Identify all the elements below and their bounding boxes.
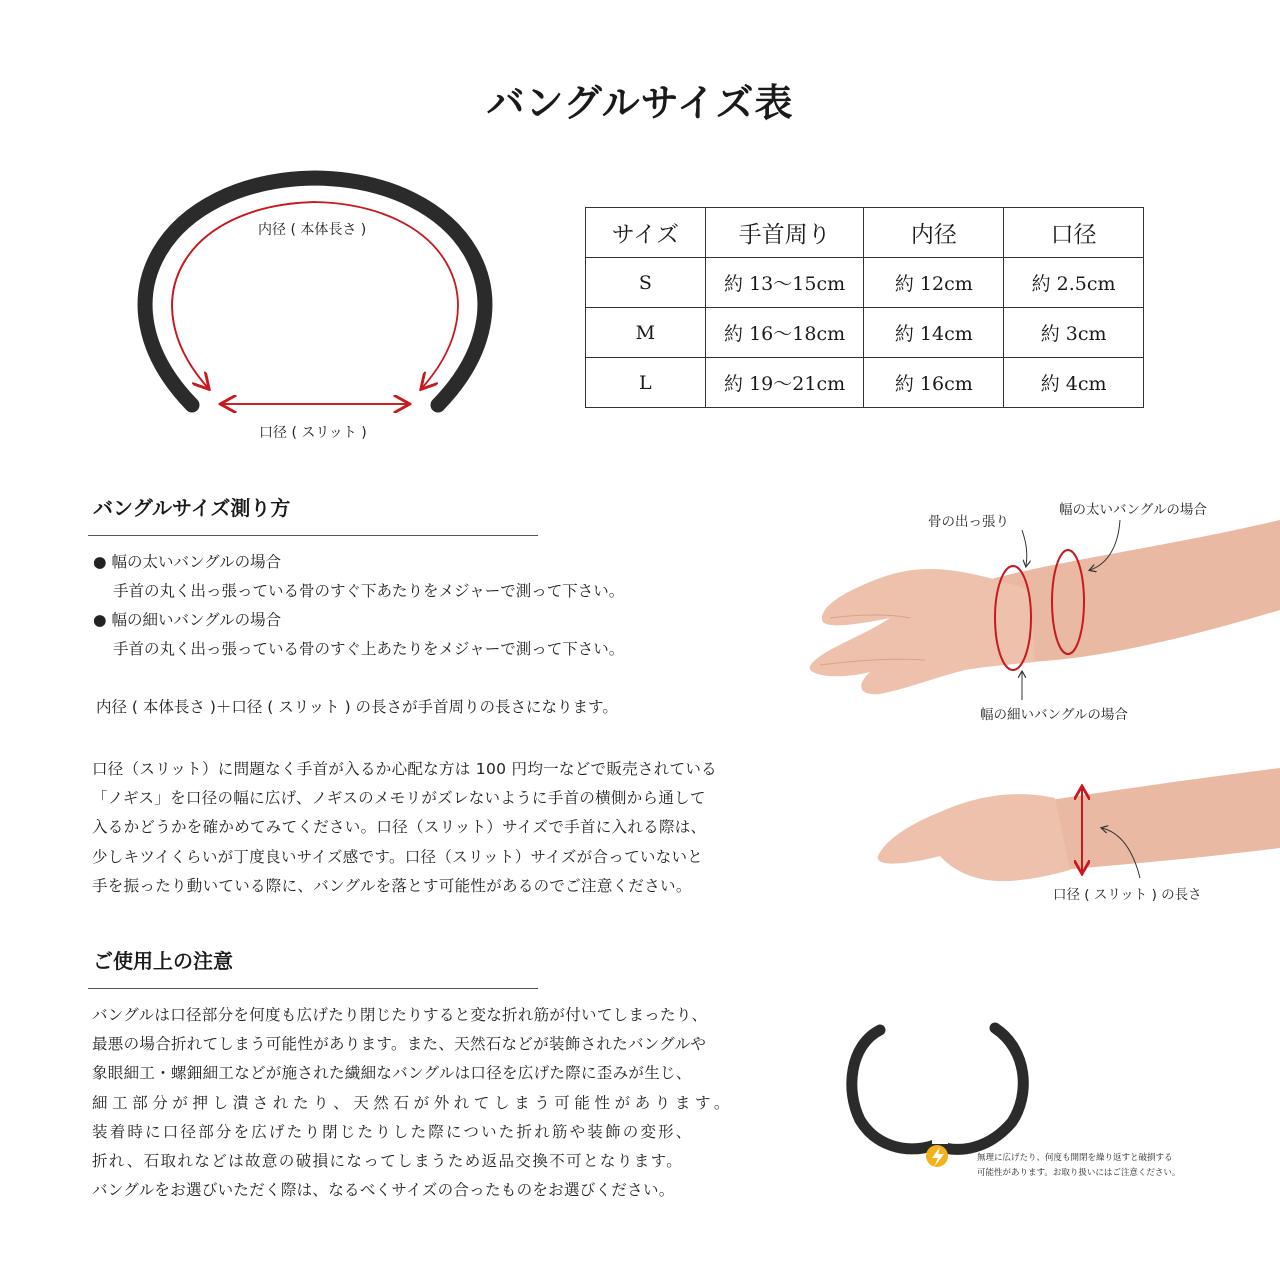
paragraph-line: バングルは口径部分を何度も広げたり閉じたりすると変な折れ筋が付いてしまったり、 [92, 1006, 708, 1024]
paragraph-line: 最悪の場合折れてしまう可能性があります。また、天然石などが装飾されたバングルや [92, 1035, 707, 1054]
hand-shape [878, 794, 1070, 881]
paragraph-line: 装着時に口径部分を広げたり閉じたりした際についた折れ筋や装飾の変形、 [92, 1122, 694, 1141]
paragraph-line: 「ノギス」を口径の幅に広げ、ノギスのメモリがズレないように手首の横側から通して [92, 789, 706, 808]
wrist-figure-wide-narrow [800, 490, 1280, 730]
table-header-row [586, 208, 1144, 258]
size-table [585, 207, 1144, 408]
paragraph-line: 口径（スリット）に問題なく手首が入るか心配な方は 100 円均一などで販売されている [92, 760, 717, 778]
cell-inner: 約 14cm [864, 308, 1004, 358]
cell-size: S [586, 258, 706, 308]
header-opening: 口径 [1004, 208, 1144, 258]
caution-divider [88, 988, 538, 989]
opening-label: 口径 ( スリット ) [259, 425, 367, 441]
paragraph-line: 入るかどうかを確かめてみてください。口径（スリット）サイズで手首に入れる際は、 [92, 818, 707, 837]
paragraph-line: 細工部分が押し潰されたり、天然石が外れてしまう可能性があります。 [92, 1093, 734, 1112]
note-line: 無理に広げたり、何度も開閉を繰り返すと破損する [977, 1153, 1173, 1163]
cell-opening: 約 3cm [1004, 308, 1144, 358]
table-row [586, 258, 1144, 308]
note-line: 可能性があります。お取り扱いにはご注意ください。 [977, 1168, 1181, 1178]
slit-length-label: 口径 ( スリット ) の長さ [1053, 887, 1202, 903]
table-row [586, 308, 1144, 358]
arm-shape [1050, 768, 1280, 870]
paragraph-line: 象眼細工・螺鈿細工などが施された繊細なバングルは口径を広げた際に歪みが生じ、 [92, 1064, 692, 1083]
bangle-diagram [120, 160, 520, 460]
cell-size: L [586, 358, 706, 408]
paragraph-line: バングルをお選びいただく際は、なるべくサイズの合ったものをお選びください。 [92, 1181, 675, 1200]
wide-bangle-text: 手首の丸く出っ張っている骨のすぐ下あたりをメジャーで測って下さい。 [113, 582, 625, 600]
lightning-icon [926, 1145, 948, 1167]
paragraph-line: 少しキツイくらいが丁度良いサイズ感です。口径（スリット）サイズが合っていないと [92, 847, 704, 866]
header-inner: 内径 [864, 208, 1004, 258]
caliper-paragraph [92, 755, 802, 901]
wide-bangle-label: 幅の太いバングルの場合 [1059, 502, 1207, 518]
page-title: バングルサイズ表 [486, 80, 794, 125]
narrow-bangle-title: ● 幅の細いバングルの場合 [93, 611, 282, 629]
narrow-bangle-text: 手首の丸く出っ張っている骨のすぐ上あたりをメジャーで測って下さい。 [113, 640, 625, 658]
cell-wrist: 約 19〜21cm [705, 358, 864, 408]
broken-bangle-note [977, 1151, 1180, 1181]
cell-wrist: 約 16〜18cm [705, 308, 864, 358]
bangle-shape [145, 178, 485, 405]
header-wrist: 手首周り [705, 208, 864, 258]
size-formula: 内径 ( 本体長さ )＋口径 ( スリット ) の長さが手首周りの長さになります。 [96, 698, 618, 716]
cell-size: M [586, 308, 706, 358]
inner-diameter-label: 内径 ( 本体長さ ) [258, 222, 367, 238]
cell-inner: 約 16cm [864, 358, 1004, 408]
cell-opening: 約 2.5cm [1004, 258, 1144, 308]
wide-bangle-title: ● 幅の太いバングルの場合 [93, 553, 282, 571]
cell-wrist: 約 13〜15cm [705, 258, 864, 308]
caution-paragraph [92, 1001, 802, 1205]
cell-opening: 約 4cm [1004, 358, 1144, 408]
narrow-bangle-label: 幅の細いバングルの場合 [980, 707, 1128, 723]
cell-inner: 約 12cm [864, 258, 1004, 308]
measure-heading: バングルサイズ測り方 [93, 496, 291, 520]
measure-divider [88, 535, 538, 536]
hand-shape [810, 569, 1035, 694]
paragraph-line: 折れ、石取れなどは故意の破損になってしまうため返品交換不可となります。 [92, 1152, 684, 1171]
measure-instructions [93, 548, 733, 664]
paragraph-line: 手を振ったり動いている際に、バングルを落とす可能性があるのでご注意ください。 [92, 876, 692, 895]
header-size: サイズ [586, 208, 706, 258]
bone-label: 骨の出っ張り [928, 514, 1009, 530]
table-row [586, 358, 1144, 408]
caution-heading: ご使用上の注意 [93, 949, 233, 973]
